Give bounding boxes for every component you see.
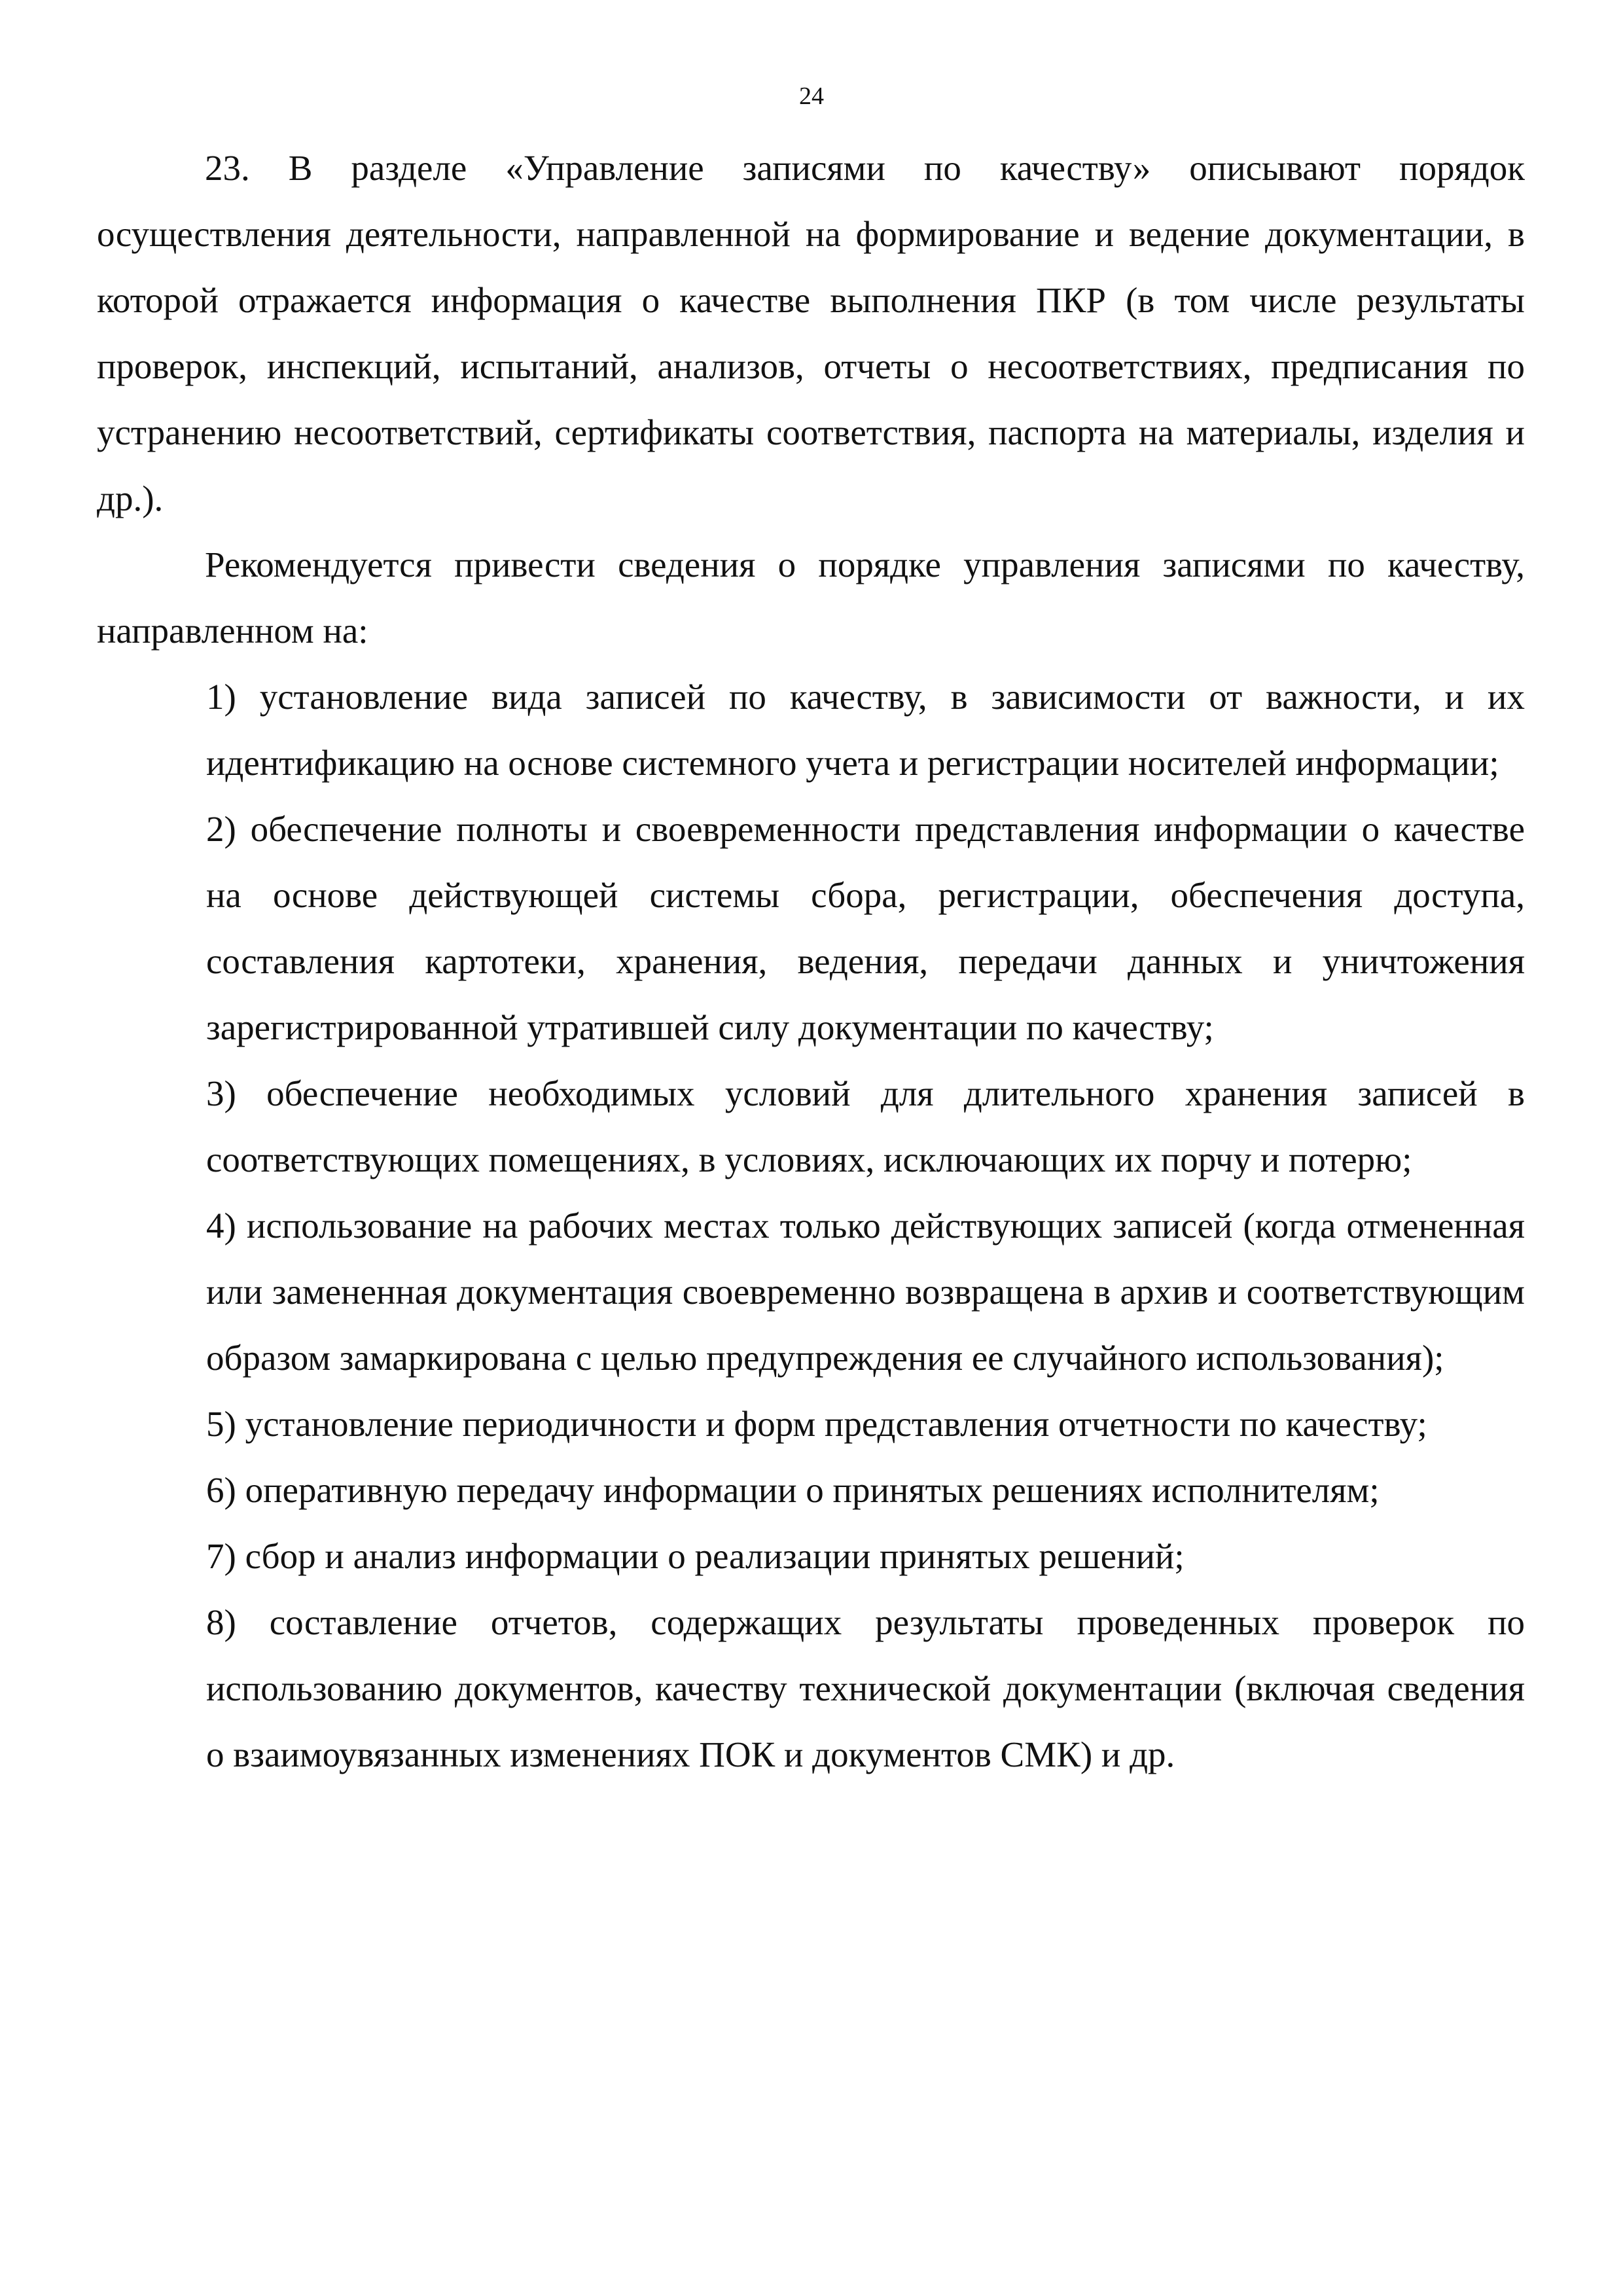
list-item-5: 5) установление периодичности и форм представления отчетности по качеству; (206, 1404, 1427, 1444)
paragraph-recommendation: Рекомендуется привести сведения о порядке управления записями по качеству, направленном на: (97, 545, 1525, 651)
document-body (97, 135, 1525, 1787)
list-item-3: 3) обеспечение необходимых условий для длительного хранения записей в соответствующих помещениях, в условиях, исключающих их порчу и потерю; (206, 1073, 1525, 1179)
list-item-8: 8) составление отчетов, содержащих результаты проведенных проверок по использованию документов, качеству технической документации (включая сведения о взаимоувязанных изменениях ПОК и документов СМК) и др. (206, 1602, 1525, 1774)
paragraph-section-23: 23. В разделе «Управление записями по качеству» описывают порядок осуществления деятельности, направленной на формирование и ведение документации, в которой отражается информация о качестве выполнения ПКР (в том числе результаты проверок, инспекций, испытаний, анализов, отчеты о несоответствиях, предписания по устранению несоответствий, сертификаты соответствия, паспорта на материалы, изделия и др.). (97, 148, 1525, 518)
page-number: 24 (799, 82, 824, 110)
list-item-1: 1) установление вида записей по качеству, в зависимости от важности, и их идентификацию на основе системного учета и регистрации носителей информации; (206, 677, 1525, 783)
list-item-6: 6) оперативную передачу информации о принятых решениях исполнителям; (206, 1470, 1380, 1510)
list-item-7: 7) сбор и анализ информации о реализации принятых решений; (206, 1536, 1185, 1576)
list-item-2: 2) обеспечение полноты и своевременности представления информации о качестве на основе действующей системы сбора, регистрации, обеспечения доступа, составления картотеки, хранения, ведения, передачи данных и уничтожения зарегистрированной утратившей силу документации по качеству; (206, 809, 1525, 1047)
list-item-4: 4) использование на рабочих местах только действующих записей (когда отмененная или замененная документация своевременно возвращена в архив и соответствующим образом замаркирована с целью предупреждения ее случайного использования); (206, 1206, 1525, 1378)
